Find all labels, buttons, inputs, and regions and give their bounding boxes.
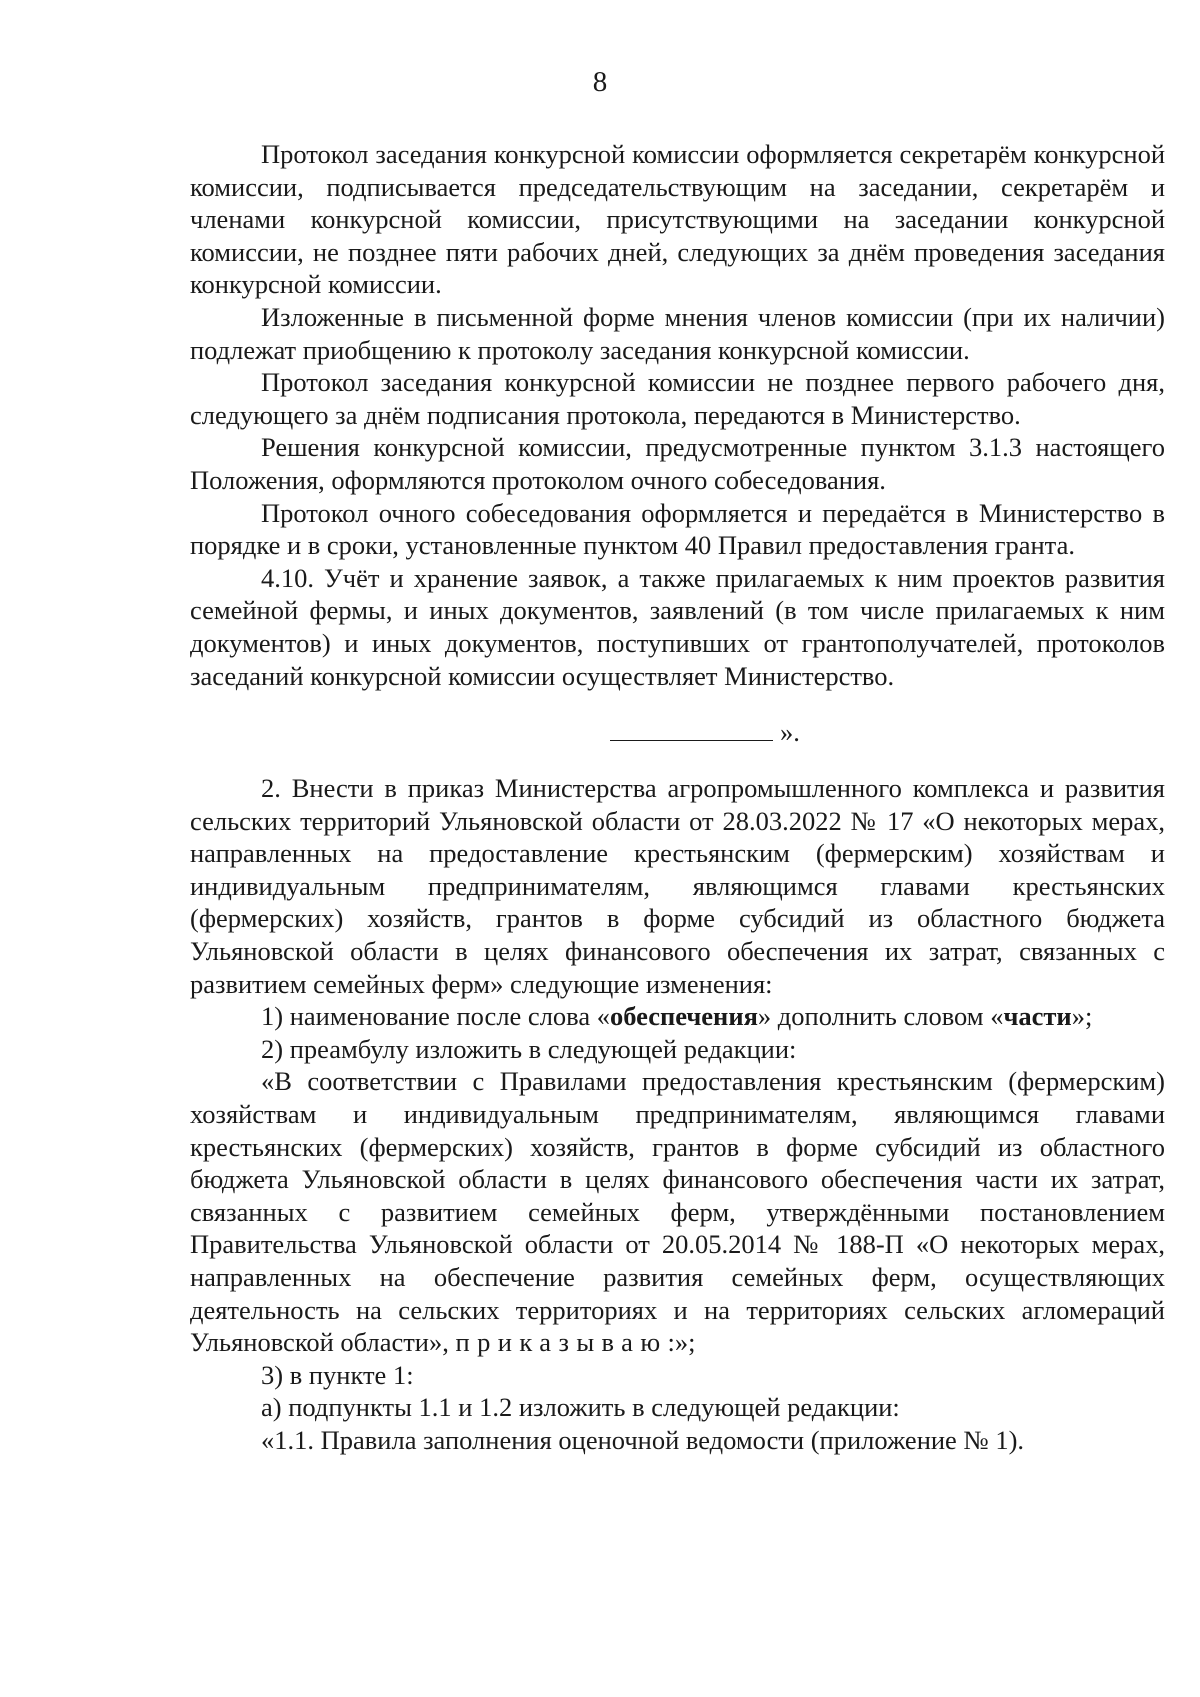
item-3a-1-rules: «1.1. Правила заполнения оценочной ведомости (приложение № 1). (261, 1424, 1025, 1455)
item-1-title-change: 1) наименование после слова «обеспечения» дополнить словом «части»; (261, 1001, 1093, 1032)
item-3a-subpoints: а) подпункты 1.1 и 1.2 изложить в следующей редакции: (261, 1392, 900, 1423)
document-body (190, 138, 1165, 1457)
paragraph-written-opinions: Изложенные в письменной форме мнения членов комиссии (при их наличии) подлежат приобщению к протоколу заседания конкурсной комиссии. (190, 301, 1165, 365)
paragraph-4-10-records: 4.10. Учёт и хранение заявок, а также прилагаемых к ним проектов развития семейной фермы, и иных документов, заявлений (в том числе прилагаемых к ним документов) и иных документов, поступивших от грантополучателей, протоколов заседаний конкурсной комиссии осуществляет Министерство. (190, 562, 1165, 691)
paragraph-interview-protocol: Протокол очного собеседования оформляется и передаётся в Министерство в порядке и в сроки, установленные пунктом 40 Правил предоставления гранта. (190, 497, 1165, 561)
preamble-new-text: «В соответствии с Правилами предоставления крестьянским (фермерским) хозяйствам и индивидуальным предпринимателям, являющимся главами крестьянских (фермерских) хозяйств, грантов в форме субсидий из областного бюджета Ульяновской области в целях финансового обеспечения части их затрат, связанных с развитием семейных ферм, утверждёнными постановлением Правительства Ульяновской области от 20.05.2014 № 188-П «О некоторых мерах, направленных на обеспечение развития семейных ферм, осуществляющих деятельность на сельских территориях и на территориях сельских агломераций Ульяновской области», приказываю:»; (190, 1066, 1165, 1358)
bold-word-obespecheniya: обеспечения (609, 1001, 758, 1032)
page-number: 8 (592, 66, 608, 98)
bold-word-chasti: части (1003, 1001, 1072, 1032)
item-3-point-1: 3) в пункте 1: (261, 1359, 414, 1390)
paragraph-protocol-transfer: Протокол заседания конкурсной комиссии не позднее первого рабочего дня, следующего за днём подписания протокола, передаются в Министерство. (190, 367, 1165, 430)
closing-underline (610, 740, 773, 741)
paragraph-commission-decisions: Решения конкурсной комиссии, предусмотренные пунктом 3.1.3 настоящего Положения, оформляются протоколом очного собеседования. (190, 432, 1165, 495)
item-2-preamble: 2) преамбулу изложить в следующей редакции: (261, 1033, 797, 1064)
spaced-word-prikazyvayu: приказываю (455, 1327, 668, 1358)
closing-mark (190, 692, 1165, 772)
paragraph-protocol-signing: Протокол заседания конкурсной комиссии оформляется секретарём конкурсной комиссии, подписывается председательствующим на заседании, секретарём и членами конкурсной комиссии, присутствующими на заседании конкурсной комиссии, не позднее пяти рабочих дней, следующих за днём проведения заседания конкурсной комиссии. (190, 139, 1165, 300)
paragraph-2-amend-order: 2. Внести в приказ Министерства агропромышленного комплекса и развития сельских территорий Ульяновской области от 28.03.2022 № 17 «О некоторых мерах, направленных на предоставление крестьянским (фермерским) хозяйствам и индивидуальным предпринимателям, являющимся главами крестьянских (фермерских) хозяйств, грантов в форме субсидий из областного бюджета Ульяновской области в целях финансового обеспечения их затрат, связанных с развитием семейных ферм» следующие изменения: (190, 773, 1165, 999)
closing-quote: ». (780, 717, 800, 748)
